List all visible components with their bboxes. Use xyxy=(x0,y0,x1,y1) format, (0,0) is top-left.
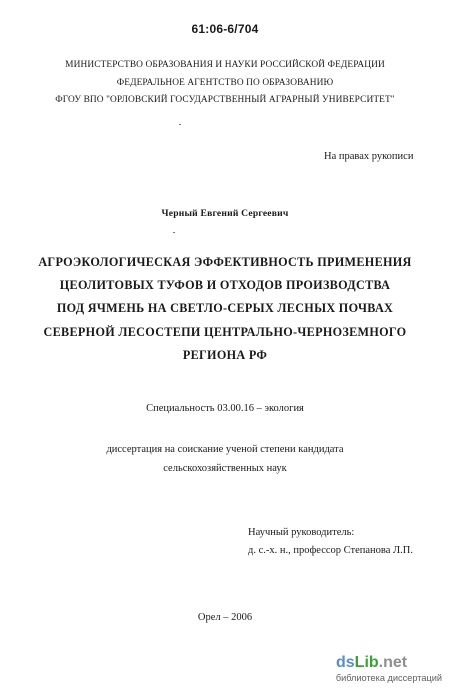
degree-line: диссертация на соискание ученой степени кандидата xyxy=(106,444,344,455)
document-code: 61:06-6/704 xyxy=(191,22,259,36)
logo-lib: Lib xyxy=(354,654,379,671)
scan-speck xyxy=(179,124,181,125)
title-line: ПОД ЯЧМЕНЬ НА СВЕТЛО-СЕРЫХ ЛЕСНЫХ ПОЧВАХ xyxy=(56,301,394,316)
city-year: Орел – 2006 xyxy=(197,612,253,623)
scan-speck xyxy=(173,232,175,233)
logo-net: .net xyxy=(378,654,408,671)
title-line: СЕВЕРНОЙ ЛЕСОСТЕПИ ЦЕНТРАЛЬНО-ЧЕРНОЗЕМНОГО xyxy=(43,324,407,339)
dissertation-title xyxy=(0,251,450,367)
supervisor-name: д. с.-х. н., профессор Степанова Л.П. xyxy=(248,545,413,556)
title-line: ЦЕОЛИТОВЫХ ТУФОВ И ОТХОДОВ ПРОИЗВОДСТВА xyxy=(59,278,391,293)
organization-line-university: ФГОУ ВПО "ОРЛОВСКИЙ ГОСУДАРСТВЕННЫЙ АГРАРНЫЙ УНИВЕРСИТЕТ" xyxy=(55,95,395,105)
dslib-logo xyxy=(336,654,407,672)
organization-line-ministry: МИНИСТЕРСТВО ОБРАЗОВАНИЯ И НАУКИ РОССИЙСКОЙ ФЕДЕРАЦИИ xyxy=(65,60,385,70)
author-name: Черный Евгений Сергеевич xyxy=(161,208,289,219)
title-line: РЕГИОНА РФ xyxy=(182,347,268,362)
organization-line-agency: ФЕДЕРАЛЬНОЕ АГЕНТСТВО ПО ОБРАЗОВАНИЮ xyxy=(116,78,334,88)
logo-ds: ds xyxy=(336,654,355,671)
degree-line: сельскохозяйственных наук xyxy=(163,463,287,474)
rights-note: На правах рукописи xyxy=(324,151,414,162)
supervisor-label: Научный руководитель: xyxy=(248,527,355,538)
title-line: АГРОЭКОЛОГИЧЕСКАЯ ЭФФЕКТИВНОСТЬ ПРИМЕНЕНИЯ xyxy=(38,255,412,269)
dslib-watermark xyxy=(318,654,442,686)
watermark-tagline: библиотека диссертаций xyxy=(335,673,442,683)
specialty: Специальность 03.00.16 – экология xyxy=(146,403,304,414)
